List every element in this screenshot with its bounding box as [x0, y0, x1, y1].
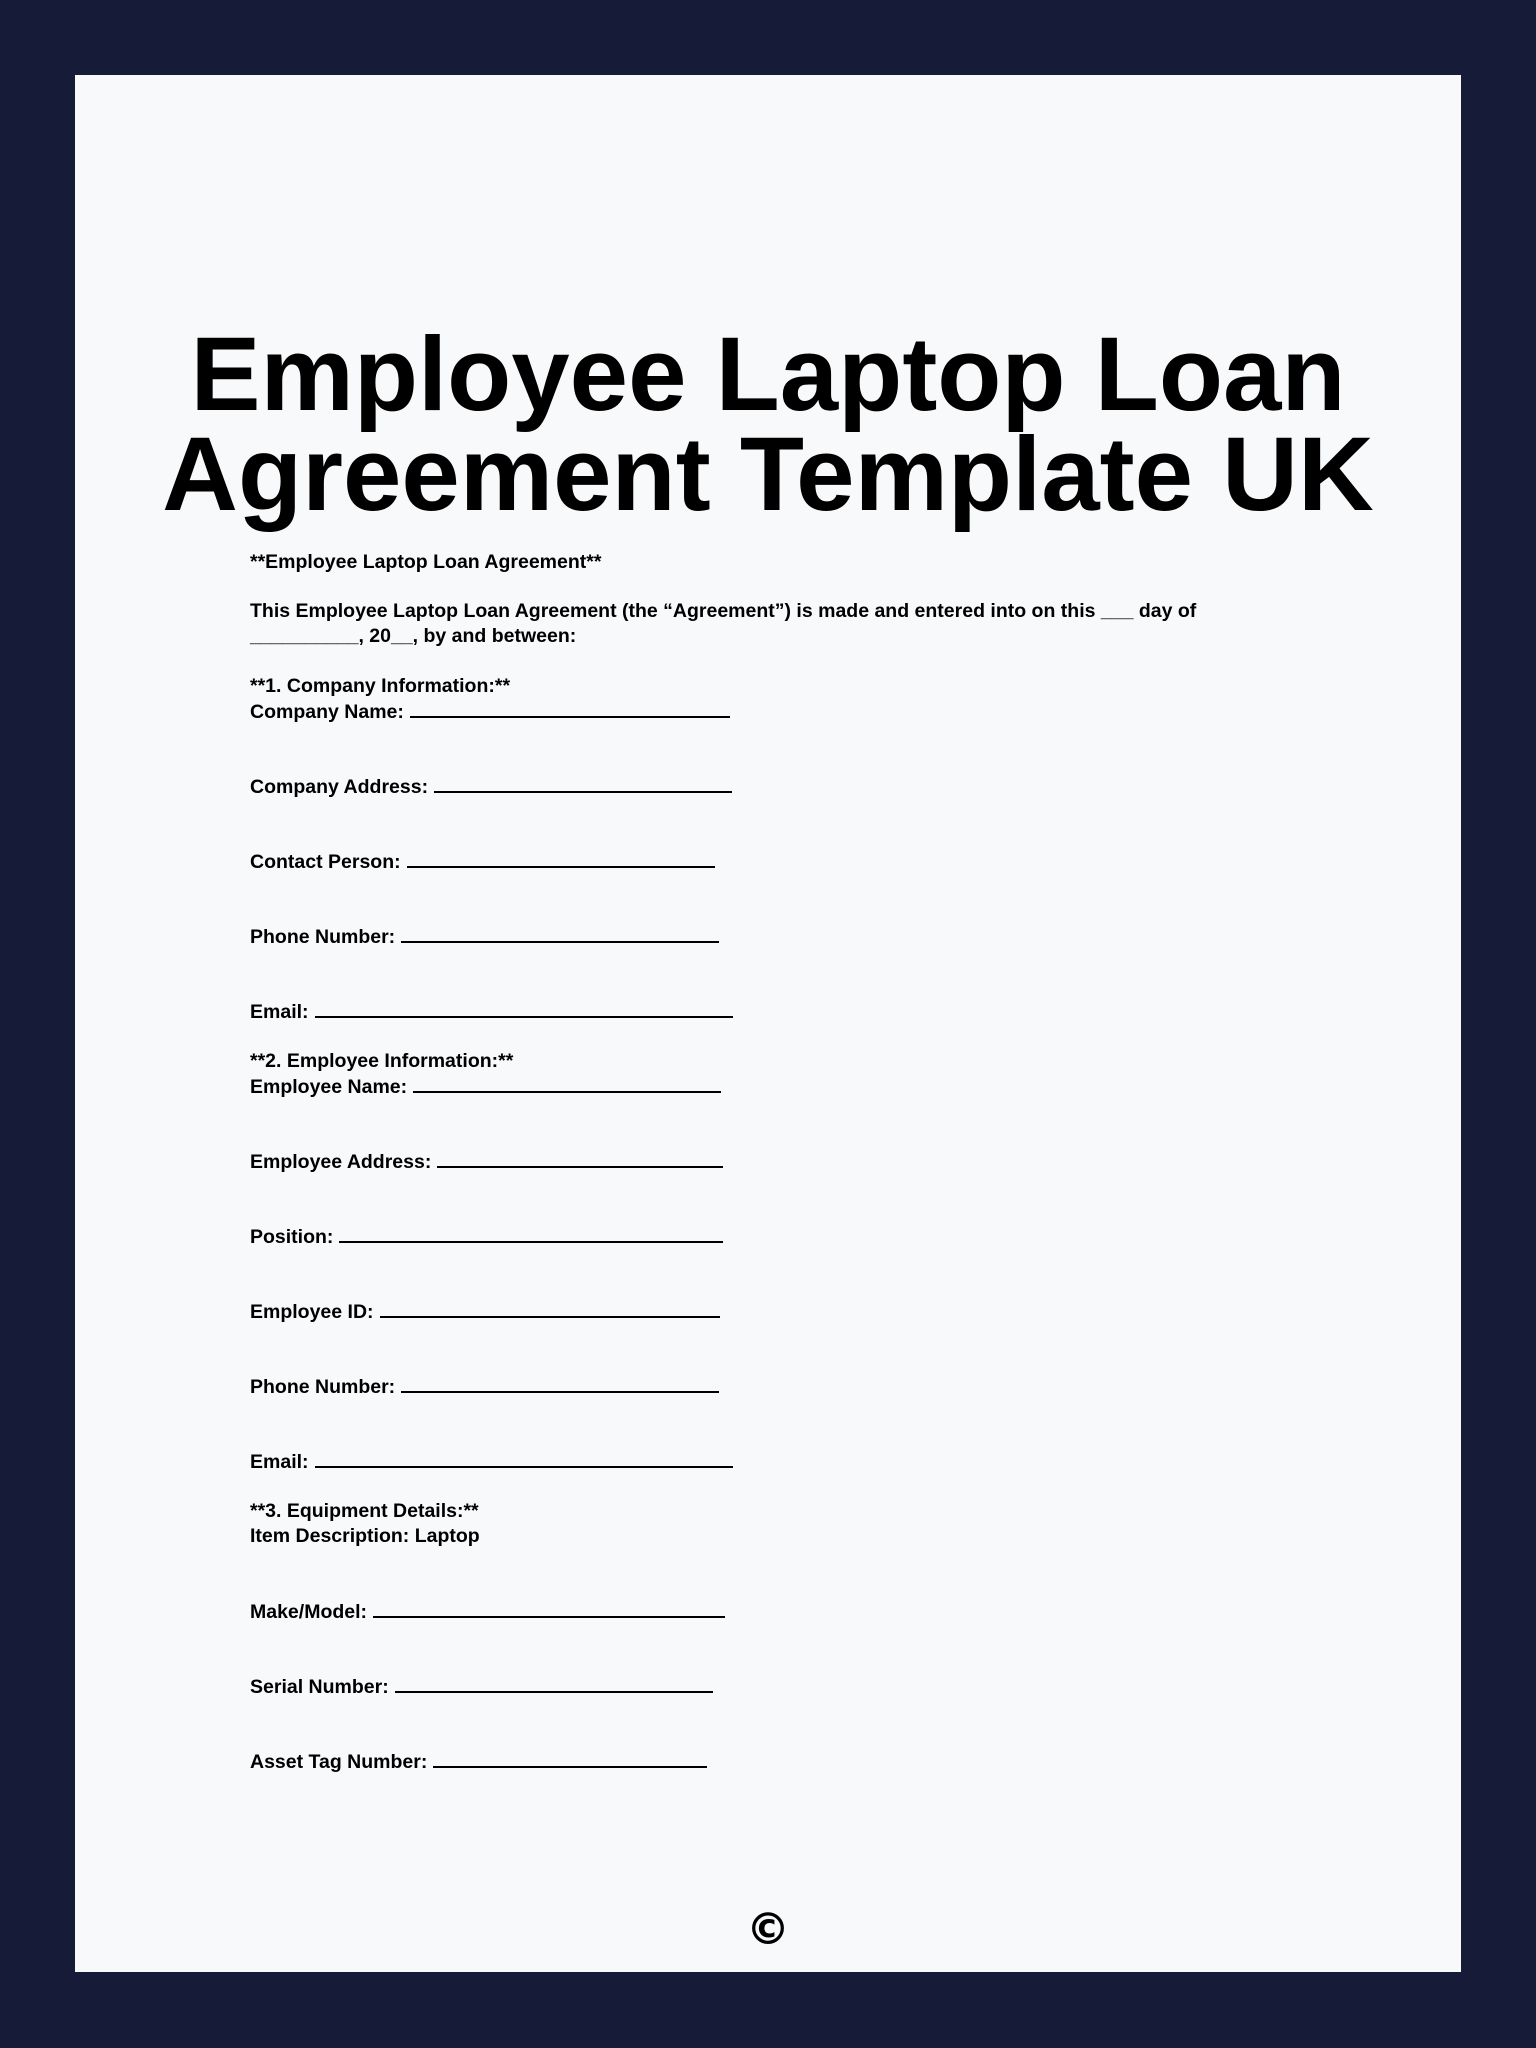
- company-phone-label: Phone Number:: [250, 926, 396, 948]
- copyright-icon: ©: [746, 1904, 790, 1955]
- asset-tag-label: Asset Tag Number:: [250, 1751, 428, 1773]
- contact-person-field[interactable]: [407, 849, 715, 868]
- position-row: [250, 1224, 723, 1250]
- employee-email-row: [250, 1449, 733, 1475]
- company-name-field[interactable]: [410, 699, 730, 718]
- company-name-row: [250, 699, 730, 725]
- document-page: [75, 75, 1461, 1972]
- employee-address-label: Employee Address:: [250, 1151, 432, 1173]
- make-model-row: [250, 1599, 725, 1625]
- position-field[interactable]: [339, 1224, 723, 1243]
- company-address-label: Company Address:: [250, 776, 429, 798]
- document-title: [75, 316, 1461, 533]
- title-line-1: Employee Laptop Loan: [190, 316, 1346, 433]
- employee-email-label: Email:: [250, 1451, 309, 1473]
- serial-number-label: Serial Number:: [250, 1676, 389, 1698]
- contact-person-label: Contact Person:: [250, 851, 401, 873]
- employee-name-label: Employee Name:: [250, 1076, 408, 1098]
- company-phone-field[interactable]: [401, 924, 719, 943]
- employee-phone-label: Phone Number:: [250, 1376, 396, 1398]
- employee-id-row: [250, 1299, 720, 1325]
- employee-name-field[interactable]: [413, 1074, 721, 1093]
- section-1-heading: **1. Company Information:**: [250, 675, 511, 697]
- asset-tag-field[interactable]: [433, 1749, 707, 1768]
- employee-name-row: [250, 1074, 721, 1100]
- employee-phone-field[interactable]: [401, 1374, 719, 1393]
- company-name-label: Company Name:: [250, 701, 404, 723]
- position-label: Position:: [250, 1226, 334, 1248]
- employee-address-row: [250, 1149, 723, 1175]
- company-email-field[interactable]: [315, 999, 733, 1018]
- make-model-label: Make/Model:: [250, 1601, 368, 1623]
- title-line-2: Agreement Template UK: [162, 416, 1374, 533]
- company-email-row: [250, 999, 733, 1025]
- employee-id-field[interactable]: [380, 1299, 720, 1318]
- serial-number-row: [250, 1674, 713, 1700]
- section-2-heading: **2. Employee Information:**: [250, 1050, 514, 1072]
- company-email-label: Email:: [250, 1001, 309, 1023]
- employee-email-field[interactable]: [315, 1449, 733, 1468]
- section-3-heading: **3. Equipment Details:**: [250, 1500, 479, 1522]
- company-address-row: [250, 774, 732, 800]
- item-description: Item Description: Laptop: [250, 1525, 480, 1547]
- employee-id-label: Employee ID:: [250, 1301, 374, 1323]
- agreement-heading: **Employee Laptop Loan Agreement**: [250, 551, 602, 573]
- asset-tag-row: [250, 1749, 707, 1775]
- intro-line-1: This Employee Laptop Loan Agreement (the “Agreement”) is made and entered into on this ___ day of: [250, 600, 1197, 622]
- company-address-field[interactable]: [434, 774, 732, 793]
- make-model-field[interactable]: [373, 1599, 725, 1618]
- serial-number-field[interactable]: [395, 1674, 713, 1693]
- employee-address-field[interactable]: [437, 1149, 723, 1168]
- contact-person-row: [250, 849, 715, 875]
- company-phone-row: [250, 924, 719, 950]
- employee-phone-row: [250, 1374, 719, 1400]
- intro-line-2: __________, 20__, by and between:: [250, 625, 577, 647]
